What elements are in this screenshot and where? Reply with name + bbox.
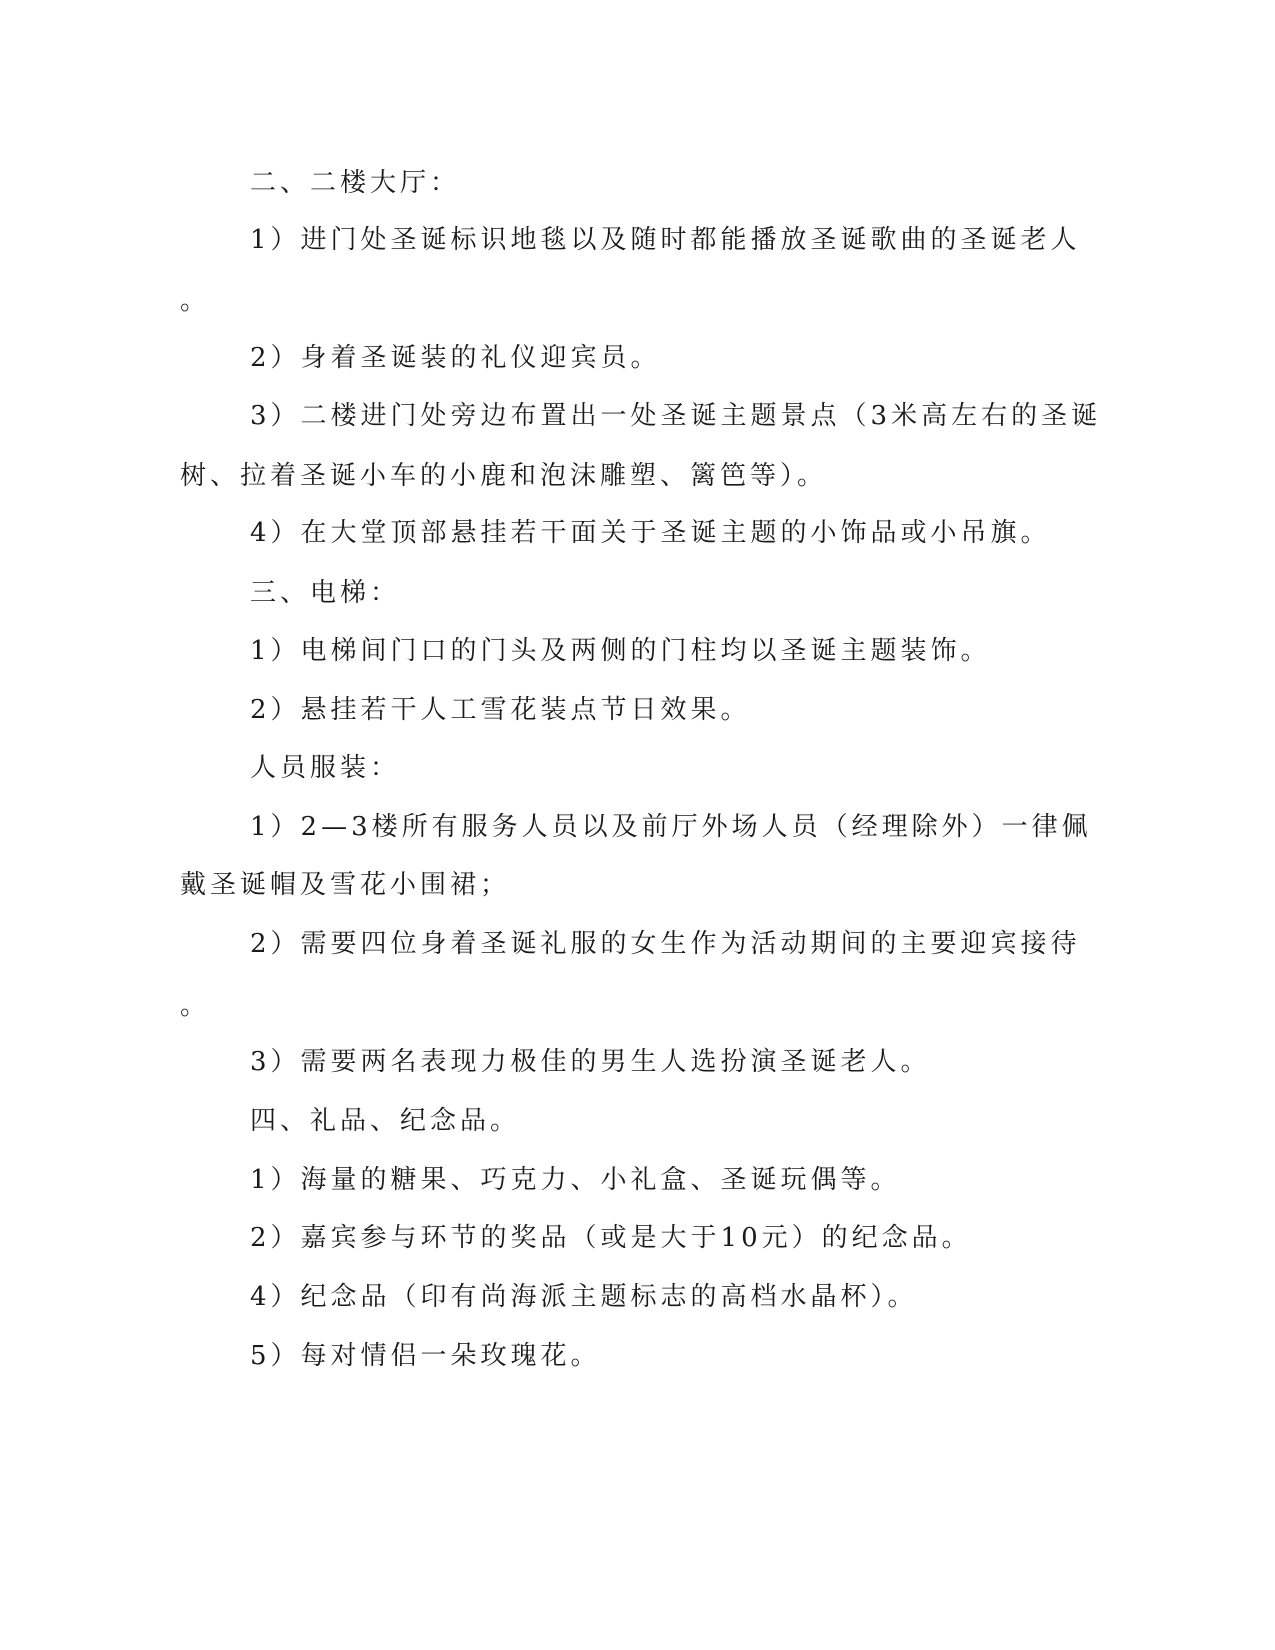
paragraph-line: 树、拉着圣诞小车的小鹿和泡沫雕塑、篱笆等）。 <box>180 461 828 491</box>
paragraph-line: 3）二楼进门处旁边布置出一处圣诞主题景点（3米高左右的圣诞 <box>250 401 1102 431</box>
paragraph-line: 4）在大堂顶部悬挂若干面关于圣诞主题的小饰品或小吊旗。 <box>250 518 1051 548</box>
paragraph-line: 2）需要四位身着圣诞礼服的女生作为活动期间的主要迎宾接待 <box>250 929 1081 959</box>
paragraph-line: 2）嘉宾参与环节的奖品（或是大于10元）的纪念品。 <box>250 1223 972 1253</box>
paragraph-line: 戴圣诞帽及雪花小围裙； <box>180 870 511 900</box>
section-heading-gifts: 四、礼品、纪念品。 <box>250 1106 521 1136</box>
paragraph-line: 1）海量的糖果、巧克力、小礼盒、圣诞玩偶等。 <box>250 1165 901 1195</box>
paragraph-line: 。 <box>180 991 211 1021</box>
paragraph-line: 2）身着圣诞装的礼仪迎宾员。 <box>250 343 661 373</box>
section-heading-staff-attire: 人员服装： <box>250 753 401 783</box>
section-heading-2f-hall: 二、二楼大厅： <box>250 168 461 198</box>
section-heading-elevator: 三、电梯： <box>250 578 401 608</box>
paragraph-line: 。 <box>180 286 211 316</box>
paragraph-line: 1）进门处圣诞标识地毯以及随时都能播放圣诞歌曲的圣诞老人 <box>250 225 1081 255</box>
paragraph-line: 2）悬挂若干人工雪花装点节日效果。 <box>250 695 751 725</box>
paragraph-line: 1）电梯间门口的门头及两侧的门柱均以圣诞主题装饰。 <box>250 636 991 666</box>
paragraph-line: 4）纪念品（印有尚海派主题标志的高档水晶杯）。 <box>250 1282 918 1312</box>
paragraph-line: 1）2—3楼所有服务人员以及前厅外场人员（经理除外）一律佩 <box>250 812 1092 842</box>
paragraph-line: 3）需要两名表现力极佳的男生人选扮演圣诞老人。 <box>250 1047 931 1077</box>
paragraph-line: 5）每对情侣一朵玫瑰花。 <box>250 1341 601 1371</box>
